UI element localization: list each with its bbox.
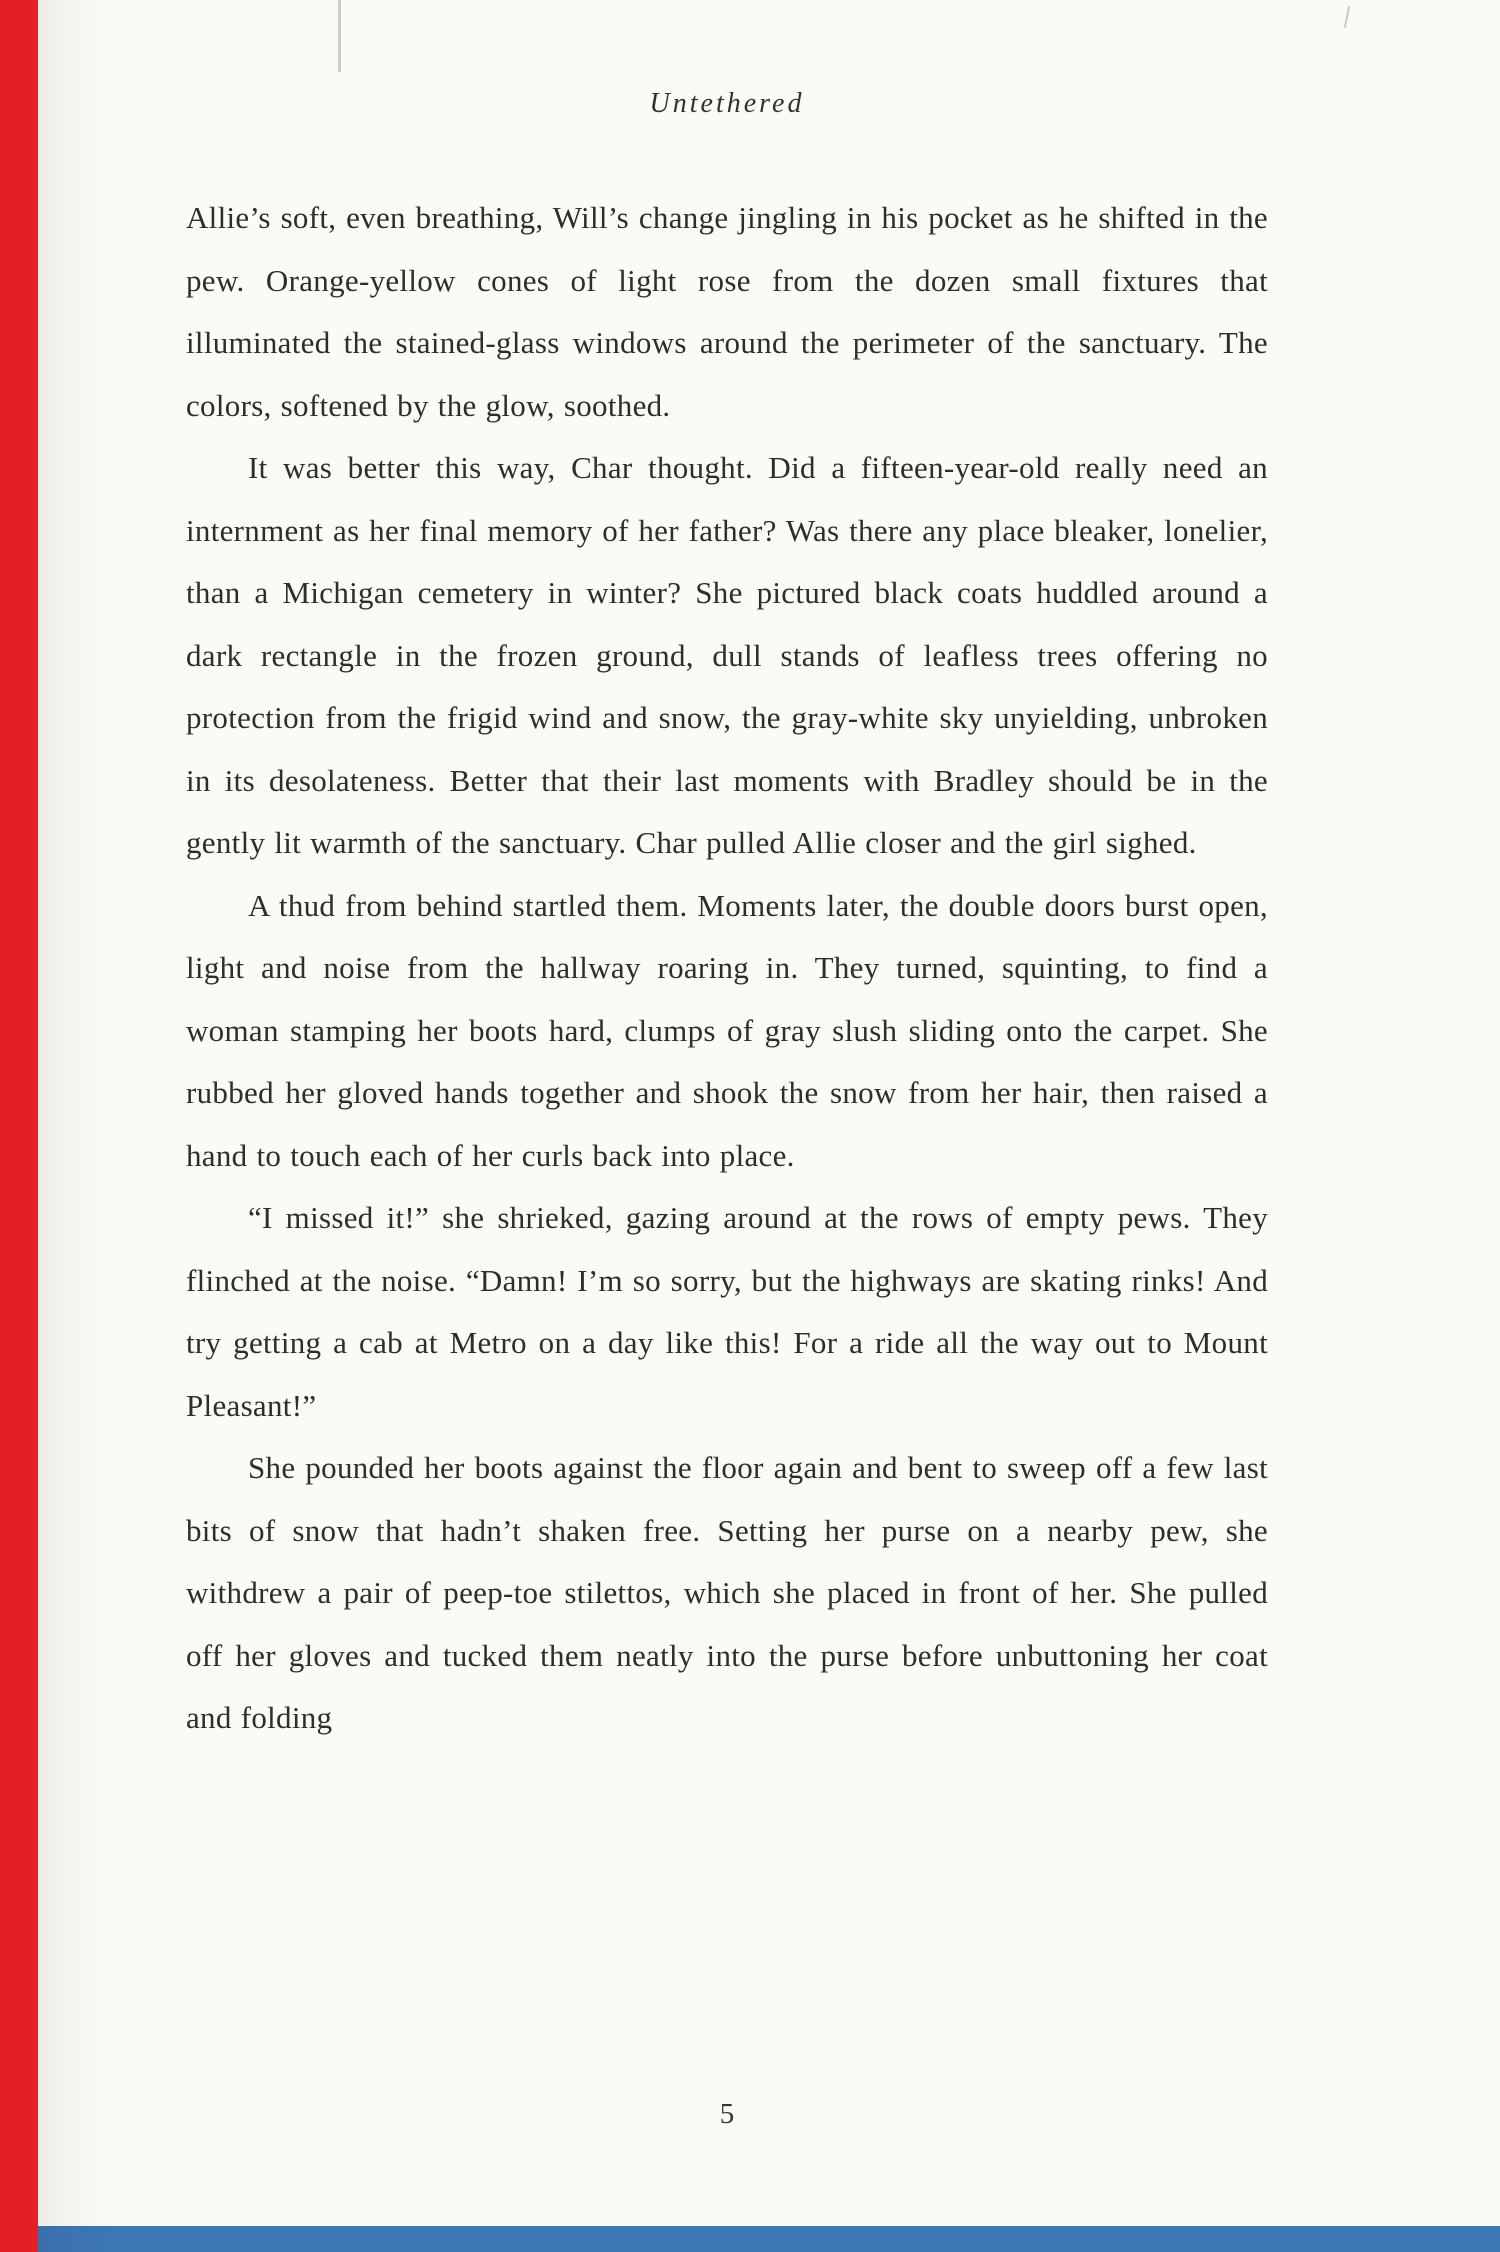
bottom-cover-edge	[38, 2226, 1500, 2252]
paragraph: It was better this way, Char thought. Did a fifteen-year-old really need an internment as her final memory of her father? Was there any place bleaker, lonelier, than a Michigan cemetery in winter? She pictured black coats huddled around a dark rectangle in the frozen ground, dull stands of leafless trees offering no protection from the frigid wind and snow, the gray-white sky unyielding, unbroken in its desolateness. Better that their last moments with Bradley should be in the gently lit warmth of the sanctuary. Char pulled Allie closer and the girl sighed.	[186, 450, 1268, 860]
page-number: 5	[719, 2098, 735, 2130]
scan-artifact-line	[338, 0, 341, 72]
paragraph: She pounded her boots against the floor again and bent to sweep off a few last bits of snow that hadn’t shaken free. Setting her purse on a nearby pew, she withdrew a pair of peep-toe stilettos, which she placed in front of her. She pulled off her gloves and tucked them neatly into the purse before unbuttoning her coat and folding	[186, 1450, 1268, 1735]
left-cover-edge	[0, 0, 38, 2252]
body-text	[186, 187, 1268, 1750]
running-header: Untethered	[649, 88, 805, 119]
paragraph: A thud from behind startled them. Moments later, the double doors burst open, light and noise from the hallway roaring in. They turned, squinting, to find a woman stamping her boots hard, clumps of gray slush sliding onto the carpet. She rubbed her gloved hands together and shook the snow from her hair, then raised a hand to touch each of her curls back into place.	[186, 887, 1268, 1173]
scan-artifact-tick	[1344, 6, 1351, 28]
paragraph: Allie’s soft, even breathing, Will’s change jingling in his pocket as he shifted in the pew. Orange-yellow cones of light rose from the dozen small fixtures that illuminated the stained-glass windows around the perimeter of the sanctuary. The colors, softened by the glow, soothed.	[186, 200, 1268, 423]
paragraph: “I missed it!” she shrieked, gazing around at the rows of empty pews. They flinched at the noise. “Damn! I’m so sorry, but the highways are skating rinks! And try getting a cab at Metro on a day like this! For a ride all the way out to Mount Pleasant!”	[186, 1200, 1268, 1423]
spine-shadow	[38, 0, 108, 2252]
page-content	[186, 88, 1268, 1750]
